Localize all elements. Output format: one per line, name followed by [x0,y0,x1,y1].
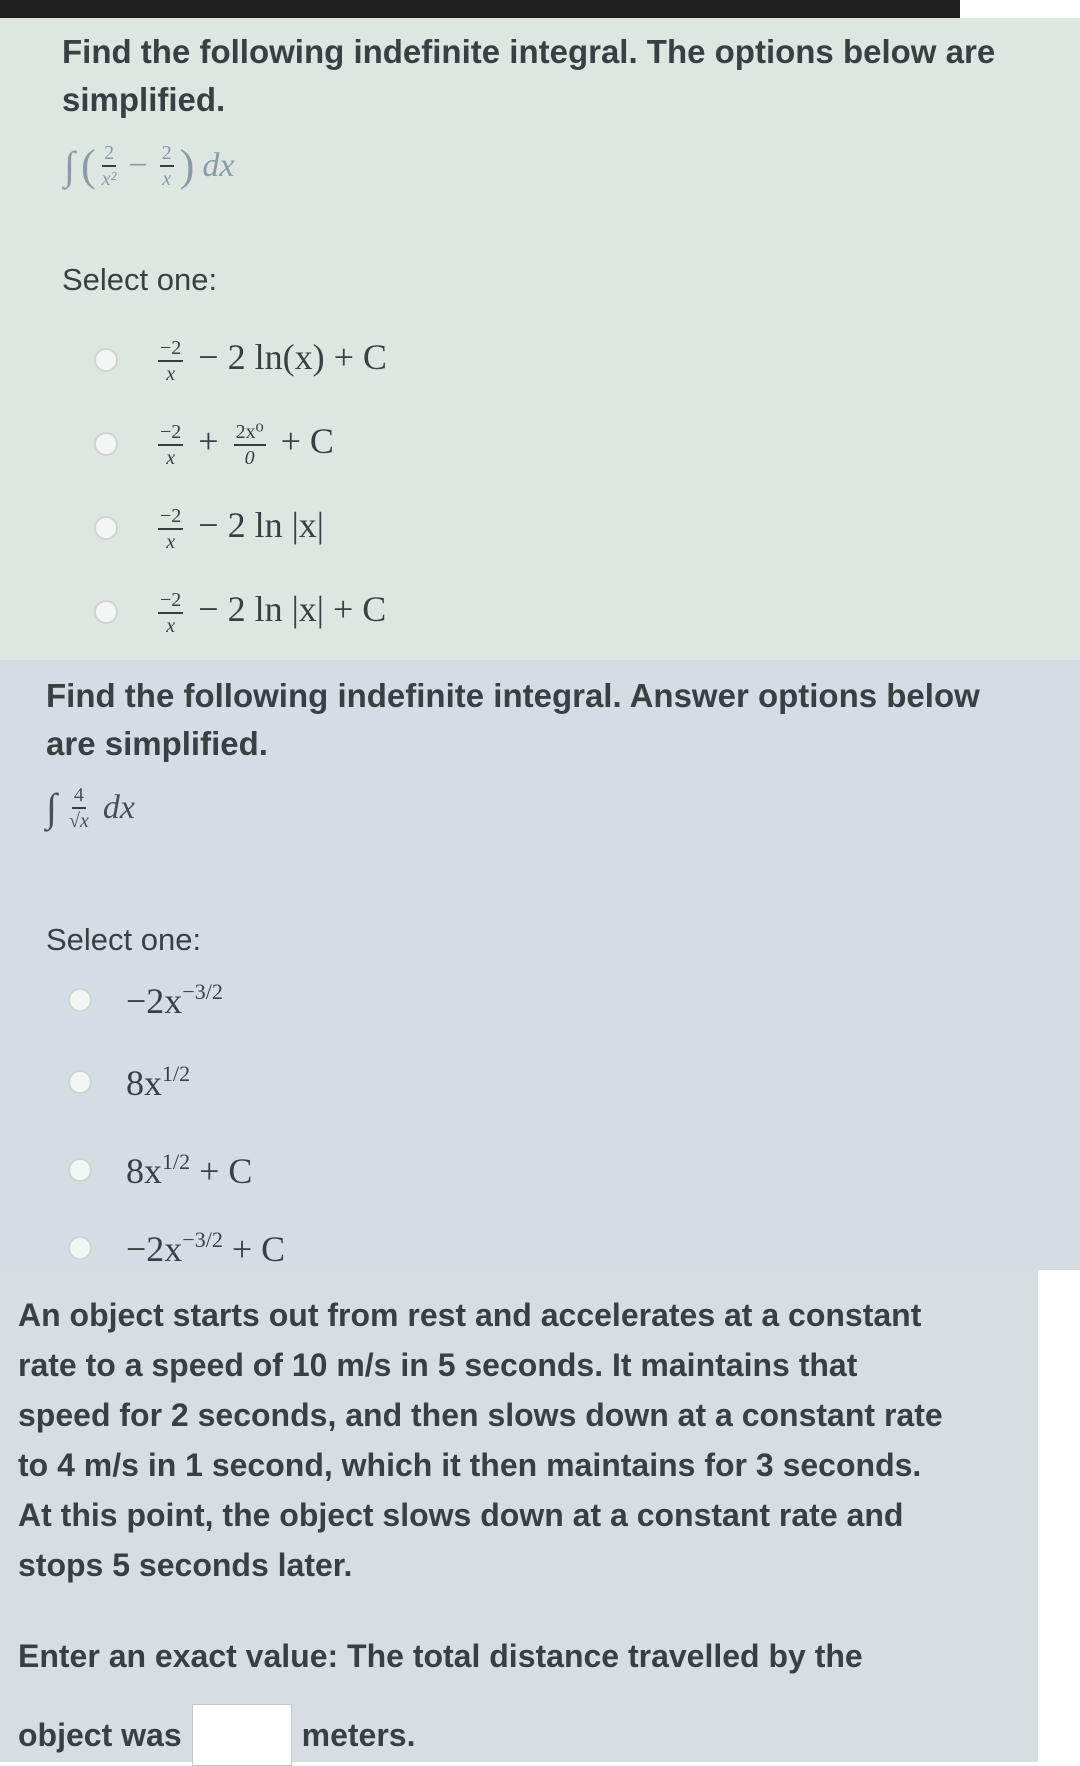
radio-button[interactable] [94,432,118,456]
top-dark-bar [0,0,960,18]
option-text: + C [280,421,334,462]
option-text: − 2 ln(x) + C [198,337,387,378]
question-2-line-1: Find the following indefinite integral. Answer options below [46,677,980,714]
radio-button[interactable] [68,1158,92,1182]
q3-line-1: An object starts out from rest and accelerates at a constant [18,1297,922,1333]
question-3-text [18,1290,1028,1590]
question-1-line-2: simplified. [62,81,226,118]
distance-answer-input[interactable] [192,1704,292,1766]
answer-line [18,1704,415,1766]
radio-button[interactable] [68,988,92,1012]
integral-symbol: ∫ [46,785,57,830]
q2-option-4[interactable]: $-2x^{-3/2} + C$ [68,1218,285,1278]
question-2-text [46,672,980,768]
enter-exact-value-instruction [18,1638,863,1675]
question-1-select-label: Select one: [62,262,218,297]
question-1-line-1: Find the following indefinite integral. The options below are [62,33,996,70]
question-1-integral: ∫ ( $\frac{2}{\text{x²}}$ − $\frac{2}{x}$ ) dx [64,141,235,190]
q1-option-3[interactable]: $\frac{-2}{x}$ − 2 ln |x| [94,498,324,558]
question-1-text [62,28,995,124]
enter-exact-value-label: Enter an exact value: [18,1638,339,1674]
answer-prefix: object was [18,1716,182,1753]
q2-option-3[interactable]: $8x^{1/2} + C$ [68,1140,252,1200]
q1-option-2[interactable]: $\frac{-2}{x}$ + $\frac{\text{2x⁰}}{0}$ + C [94,414,334,474]
q2-option-1[interactable]: $-2x^{-3/2}$ [68,970,223,1030]
radio-button[interactable] [94,516,118,540]
q3-line-3: speed for 2 seconds, and then slows down at a constant rate [18,1397,943,1433]
answer-suffix: meters. [301,1716,416,1753]
radio-button[interactable] [68,1236,92,1260]
radio-button[interactable] [94,600,118,624]
q1-option-1[interactable]: $\frac{-2}{x}$ − 2 ln(x) + C [94,330,387,390]
question-2-integral [46,784,135,831]
option-text: − 2 ln |x| + C [198,589,387,630]
option-text: − 2 ln |x| [198,505,324,546]
q2-option-2[interactable]: $8x^{1/2}$ [68,1052,190,1112]
fraction-b: $\frac{2}{x}$ [161,141,172,190]
radio-button[interactable] [94,348,118,372]
dx-label: dx [202,146,235,184]
q3-line-5: At this point, the object slows down at a constant rate and [18,1497,904,1533]
question-2-line-2: are simplified. [46,725,268,762]
q1-option-4[interactable]: $\frac{-2}{x}$ − 2 ln |x| + C [94,582,386,642]
fraction: $\frac{4}{√x}$ [68,783,89,832]
q3-line-6: stops 5 seconds later. [18,1547,353,1583]
q3-line-2: rate to a speed of 10 m/s in 5 seconds. It maintains that [18,1347,858,1383]
radio-button[interactable] [68,1070,92,1094]
q3-line-4: to 4 m/s in 1 second, which it then maintains for 3 seconds. [18,1447,922,1483]
enter-exact-value-rest: The total distance travelled by the [338,1638,863,1674]
integral-symbol: ∫ [64,143,75,188]
dx-label: dx [102,788,135,826]
fraction-a: $\frac{2}{\text{x²}}$ [101,141,117,190]
question-2-select-label: Select one: [46,922,202,957]
